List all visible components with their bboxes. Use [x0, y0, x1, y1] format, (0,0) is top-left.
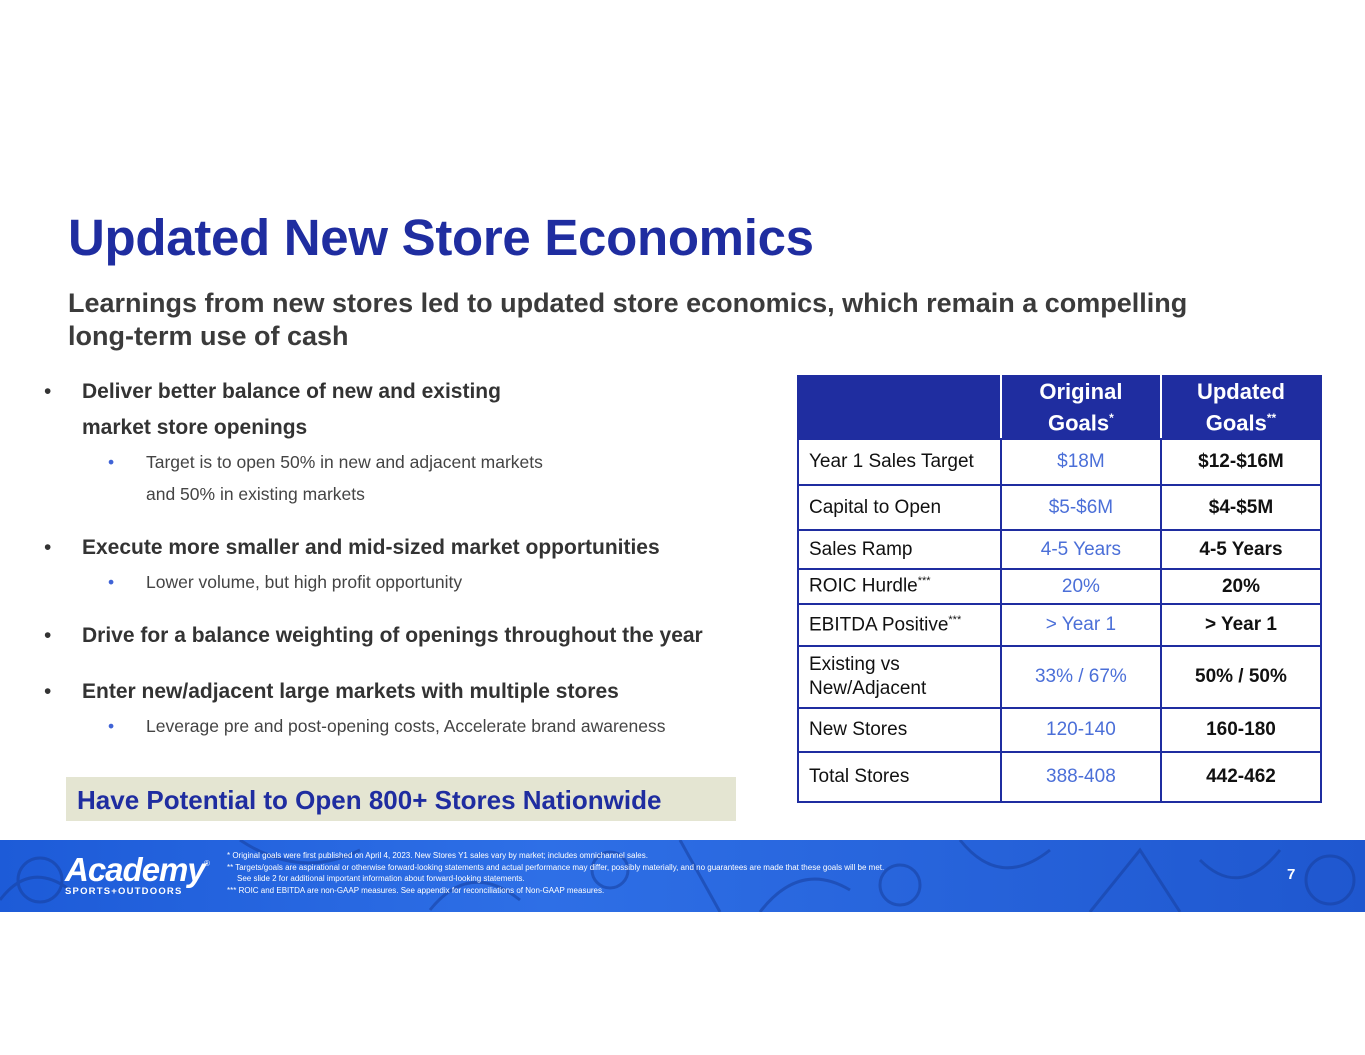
bullet-text: market store openings [82, 416, 308, 439]
bullet-item [44, 674, 619, 710]
updated-value: $12-$16M [1161, 439, 1321, 485]
sub-bullet-text: and 50% in existing markets [146, 484, 365, 504]
bullet-marker: • [44, 624, 52, 647]
page-subtitle: Learnings from new stores led to updated store economics, which remain a compelling long-term use of cash [68, 288, 1188, 351]
table-row [798, 569, 1321, 604]
table-row [798, 439, 1321, 485]
sub-bullet-item [108, 566, 463, 598]
updated-value: 160-180 [1161, 708, 1321, 752]
updated-value: 442-462 [1161, 752, 1321, 802]
row-label: Year 1 Sales Target [798, 439, 1001, 485]
bullet-text: Drive for a balance weighting of openings throughout the year [82, 624, 703, 647]
bullet-item [44, 530, 660, 566]
updated-value: 50% / 50% [1161, 646, 1321, 708]
footnote-marker: *** [917, 575, 931, 588]
sub-bullet-item [108, 710, 666, 742]
sub-bullet-item [108, 446, 543, 510]
academy-logo [65, 851, 210, 897]
footnote-line: *** ROIC and EBITDA are non-GAAP measures. See appendix for reconciliations of Non-GAAP measures. [227, 885, 605, 895]
page-number: 7 [1287, 866, 1296, 883]
updated-value: > Year 1 [1161, 604, 1321, 646]
original-value: 20% [1001, 569, 1161, 604]
sub-bullet-marker: • [108, 572, 115, 592]
sub-bullet-text: Leverage pre and post-opening costs, Accelerate brand awareness [146, 716, 666, 736]
updated-value: 4-5 Years [1161, 530, 1321, 569]
row-label: EBITDA Positive*** [798, 604, 1001, 646]
bullet-marker: • [44, 536, 52, 559]
sub-bullet-marker: • [108, 452, 115, 472]
header-text: Updated [1196, 378, 1285, 404]
callout-banner: Have Potential to Open 800+ Stores Nationwide [66, 777, 736, 821]
footnote-line: See slide 2 for additional important information about forward-looking statements. [237, 874, 525, 883]
table-row [798, 646, 1321, 708]
updated-value: 20% [1161, 569, 1321, 604]
row-label: New Stores [798, 708, 1001, 752]
footnote-line: * Original goals were first published on April 4, 2023. New Stores Y1 sales vary by market; includes omnichannel sales. [227, 851, 648, 860]
sub-bullet-marker: • [108, 716, 115, 736]
header-text: Goals [1047, 410, 1110, 436]
original-value: $18M [1001, 439, 1161, 485]
bullet-text: Deliver better balance of new and existing [82, 380, 501, 403]
bullet-item [44, 374, 501, 446]
bullet-marker: • [44, 380, 52, 403]
bullet-text: Execute more smaller and mid-sized market opportunities [82, 536, 660, 559]
row-label: ROIC Hurdle*** [798, 569, 1001, 604]
original-value: > Year 1 [1001, 604, 1161, 646]
original-value: 33% / 67% [1001, 646, 1161, 708]
table-row [798, 752, 1321, 802]
page-title: Updated New Store Economics [68, 209, 814, 266]
table-header-row [798, 376, 1321, 439]
footnote-marker: ** [1266, 410, 1277, 425]
sub-bullet-text: Target is to open 50% in new and adjacent markets [146, 452, 543, 472]
table-row [798, 530, 1321, 569]
header-original-goals [1001, 376, 1161, 439]
table-row [798, 604, 1321, 646]
bullet-item [44, 618, 703, 654]
original-value: 388-408 [1001, 752, 1161, 802]
header-updated-goals [1161, 376, 1321, 439]
header-text: Original [1039, 378, 1123, 404]
footnotes [227, 850, 884, 896]
original-value: 120-140 [1001, 708, 1161, 752]
row-label: Total Stores [798, 752, 1001, 802]
store-goals-table [797, 375, 1322, 803]
registered-mark: ® [204, 859, 210, 868]
logo-wordmark: Academy [65, 851, 205, 888]
row-label: Existing vs New/Adjacent [798, 646, 1001, 708]
sub-bullet-text: Lower volume, but high profit opportunity [146, 572, 463, 592]
table-row [798, 485, 1321, 530]
table-row [798, 708, 1321, 752]
row-label: Sales Ramp [798, 530, 1001, 569]
footnote-marker: *** [948, 613, 962, 626]
row-label: Capital to Open [798, 485, 1001, 530]
bullet-text: Enter new/adjacent large markets with multiple stores [82, 680, 619, 703]
header-text: Goals [1205, 410, 1267, 436]
logo-tagline: SPORTS+OUTDOORS [65, 886, 183, 897]
updated-value: $4-$5M [1161, 485, 1321, 530]
header-blank-cell [798, 376, 1001, 439]
footnote-marker: * [1109, 410, 1114, 425]
original-value: $5-$6M [1001, 485, 1161, 530]
original-value: 4-5 Years [1001, 530, 1161, 569]
bullet-marker: • [44, 680, 52, 703]
footer-banner [0, 840, 1365, 912]
footnote-line: ** Targets/goals are aspirational or otherwise forward-looking statements and actual performance may differ, possibly materially, and no guarantees are made that these goals will be met. [227, 862, 885, 872]
